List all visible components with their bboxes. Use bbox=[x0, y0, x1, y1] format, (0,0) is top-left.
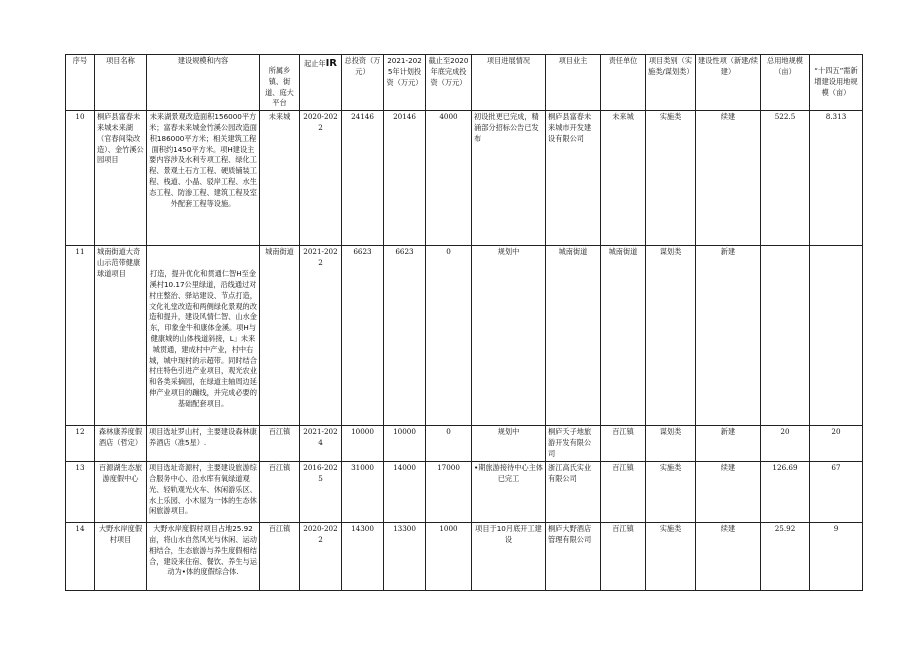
cell-done: 4000 bbox=[426, 111, 472, 246]
cell-land-total: 25.92 bbox=[761, 523, 810, 591]
cell-total: 6623 bbox=[342, 246, 384, 426]
cell-nature: 新建 bbox=[696, 426, 761, 462]
cell-seq: 12 bbox=[66, 426, 95, 462]
cell-nature: 续建 bbox=[696, 462, 761, 523]
cell-plan: 14000 bbox=[384, 462, 426, 523]
header-town-text: 所属乡镇、街道、庭大平台 bbox=[265, 66, 294, 108]
header-content: 建设规模和内容 bbox=[147, 55, 260, 111]
cell-land-new: 8.313 bbox=[810, 111, 863, 246]
cell-owner: 桐庐大野酒店管理有限公司 bbox=[546, 523, 601, 591]
cell-seq: 10 bbox=[66, 111, 95, 246]
cell-done: 17000 bbox=[426, 462, 472, 523]
cell-total: 31000 bbox=[342, 462, 384, 523]
header-seq: 序号 bbox=[66, 55, 95, 111]
cell-progress: 规划中 bbox=[472, 246, 546, 426]
cell-nature: 续建 bbox=[696, 523, 761, 591]
cell-land-total bbox=[761, 246, 810, 426]
header-period-prefix: 起止年 bbox=[304, 59, 326, 68]
header-progress: 项目进展情况 bbox=[472, 55, 546, 111]
header-total-invest: 总投资（万元） bbox=[342, 55, 384, 111]
header-period-suffix: IR bbox=[325, 58, 337, 69]
cell-content bbox=[147, 246, 260, 426]
cell-nature: 续建 bbox=[696, 111, 761, 246]
table-header-row bbox=[66, 55, 863, 111]
cell-name: 城南街道大奇山示范带健康球道项目 bbox=[95, 246, 147, 426]
cell-content-text: 打造，提升优化和贯通仁智H至金溪村10.17公里绿道，沿线通过对村庄整治、驿站建设、节点打造，文化礼堂改造和两侧绿化景观的改造和提升，建设风情仁智、山水金东，印象金牛和康体金溪。项H与健康城的山体栈道斜接，L」未来城贯通，建成村中产业，村中右城，城中现村的示超带。同时结合村庄特色引进产业项目，观光农业和各类采摘园，在绿道主轴周边延伸产业项目的蹦线，并完成必要的基础配套项目。 bbox=[149, 269, 257, 408]
cell-progress: 初设批更已完成，精涌部分招标公告已发布 bbox=[472, 111, 546, 246]
project-table bbox=[65, 54, 863, 591]
header-category: 项目类别（实施类/谋划类） bbox=[646, 55, 696, 111]
cell-progress: 规划中 bbox=[472, 426, 546, 462]
cell-done: 0 bbox=[426, 246, 472, 426]
cell-owner: 浙江高氏实业有限公司 bbox=[546, 462, 601, 523]
cell-progress: •期旅游接待中心主体已完工 bbox=[472, 462, 546, 523]
header-land-new-text: “十四五”需新增建设用地规模（亩） bbox=[814, 66, 858, 97]
cell-category: 实施类 bbox=[646, 111, 696, 246]
cell-category: 谋划类 bbox=[646, 426, 696, 462]
cell-name: 百源湖生态旅游度假中心 bbox=[95, 462, 147, 523]
header-done-invest: 截止至2020年底完成投资（万元） bbox=[426, 55, 472, 111]
cell-unit: 百江镇 bbox=[601, 462, 646, 523]
header-land-total: 总用地规模（亩） bbox=[761, 55, 810, 111]
cell-period: 2021-2024 bbox=[300, 426, 342, 462]
cell-category: 实施类 bbox=[646, 462, 696, 523]
cell-owner: 桐庐夭子地旅游开发有限公司 bbox=[546, 426, 601, 462]
header-plan-invest: 2021-2025年计划投资（万元） bbox=[384, 55, 426, 111]
header-unit: 责任单位 bbox=[601, 55, 646, 111]
cell-content: 大野水岸度假村项目占地25.92亩，将山水自然风光与休闲、运动相结合，生态旅游与养生度假相结合，建设来住宿、餐饮、养生与运动为•体的度假综合体. bbox=[147, 523, 260, 591]
cell-content: 项目选址罗山村，主要建设森林康养酒店（准5星）. bbox=[147, 426, 260, 462]
cell-town: 城南街道 bbox=[260, 246, 300, 426]
table-row bbox=[66, 462, 863, 523]
cell-period: 2020-2022 bbox=[300, 523, 342, 591]
cell-land-total: 522.5 bbox=[761, 111, 810, 246]
cell-category: 谋划类 bbox=[646, 246, 696, 426]
cell-total: 24146 bbox=[342, 111, 384, 246]
cell-name: 桐庐县富春未来城未来湖（官春间染改造）、金竹溪公园项目 bbox=[95, 111, 147, 246]
cell-period: 2016-2025 bbox=[300, 462, 342, 523]
cell-plan: 10000 bbox=[384, 426, 426, 462]
cell-category: 实施类 bbox=[646, 523, 696, 591]
cell-unit: 未来城 bbox=[601, 111, 646, 246]
cell-name: 森林康养度假酒店（哲定） bbox=[95, 426, 147, 462]
cell-content: 项目选址奇源村，主要建设旅游综合服务中心、沿水库有氧绿道观光、轻轨观光火车、休闲游乐区、水上乐园、小木屋为一体的生态休闲旅游项目。 bbox=[147, 462, 260, 523]
cell-total: 10000 bbox=[342, 426, 384, 462]
cell-owner: 桐庐县富春未来城市开发建设有限公司 bbox=[546, 111, 601, 246]
cell-town: 百江镇 bbox=[260, 523, 300, 591]
cell-period: 2021-2022 bbox=[300, 246, 342, 426]
cell-land-new: 9 bbox=[810, 523, 863, 591]
header-town bbox=[260, 55, 300, 111]
cell-done: 1000 bbox=[426, 523, 472, 591]
cell-land-new: 67 bbox=[810, 462, 863, 523]
cell-unit: 百江镇 bbox=[601, 523, 646, 591]
cell-nature: 新建 bbox=[696, 246, 761, 426]
cell-plan: 20146 bbox=[384, 111, 426, 246]
cell-unit: 百江镇 bbox=[601, 426, 646, 462]
cell-land-new: 20 bbox=[810, 426, 863, 462]
header-name: 项目名称 bbox=[95, 55, 147, 111]
header-period bbox=[300, 55, 342, 111]
header-nature: 建设性项（新建/续建） bbox=[696, 55, 761, 111]
cell-land-new bbox=[810, 246, 863, 426]
cell-plan: 6623 bbox=[384, 246, 426, 426]
cell-period: 2020-2022 bbox=[300, 111, 342, 246]
cell-land-total: 126.69 bbox=[761, 462, 810, 523]
cell-total: 14300 bbox=[342, 523, 384, 591]
cell-content: 未来湖景观改造面积156000平方米；富春未来城金竹溪公园改造面积186000平方米；相关建筑工程面积约1450平方米。项H建设主要内容涉及水利专项工程、绿化工程、景观土石方工程、硬质铺装工程、栈道、小晶、驳岸工程、水生态工程、防渗工程、建筑工程及室外配套工程等设施。 bbox=[147, 111, 260, 246]
cell-town: 百江镇 bbox=[260, 426, 300, 462]
header-land-new bbox=[810, 55, 863, 111]
cell-owner: 城南街道 bbox=[546, 246, 601, 426]
cell-seq: 11 bbox=[66, 246, 95, 426]
table-row bbox=[66, 523, 863, 591]
cell-progress: 项目于10月底开工建设 bbox=[472, 523, 546, 591]
cell-seq: 14 bbox=[66, 523, 95, 591]
header-owner: 项目业主 bbox=[546, 55, 601, 111]
cell-seq: 13 bbox=[66, 462, 95, 523]
table-row bbox=[66, 246, 863, 426]
cell-unit: 城南街道 bbox=[601, 246, 646, 426]
table-row bbox=[66, 426, 863, 462]
cell-town: 未来城 bbox=[260, 111, 300, 246]
cell-town: 百江镇 bbox=[260, 462, 300, 523]
cell-land-total: 20 bbox=[761, 426, 810, 462]
cell-name: 大野水岸度假村项目 bbox=[95, 523, 147, 591]
cell-plan: 13300 bbox=[384, 523, 426, 591]
cell-done: 0 bbox=[426, 426, 472, 462]
table-row bbox=[66, 111, 863, 246]
